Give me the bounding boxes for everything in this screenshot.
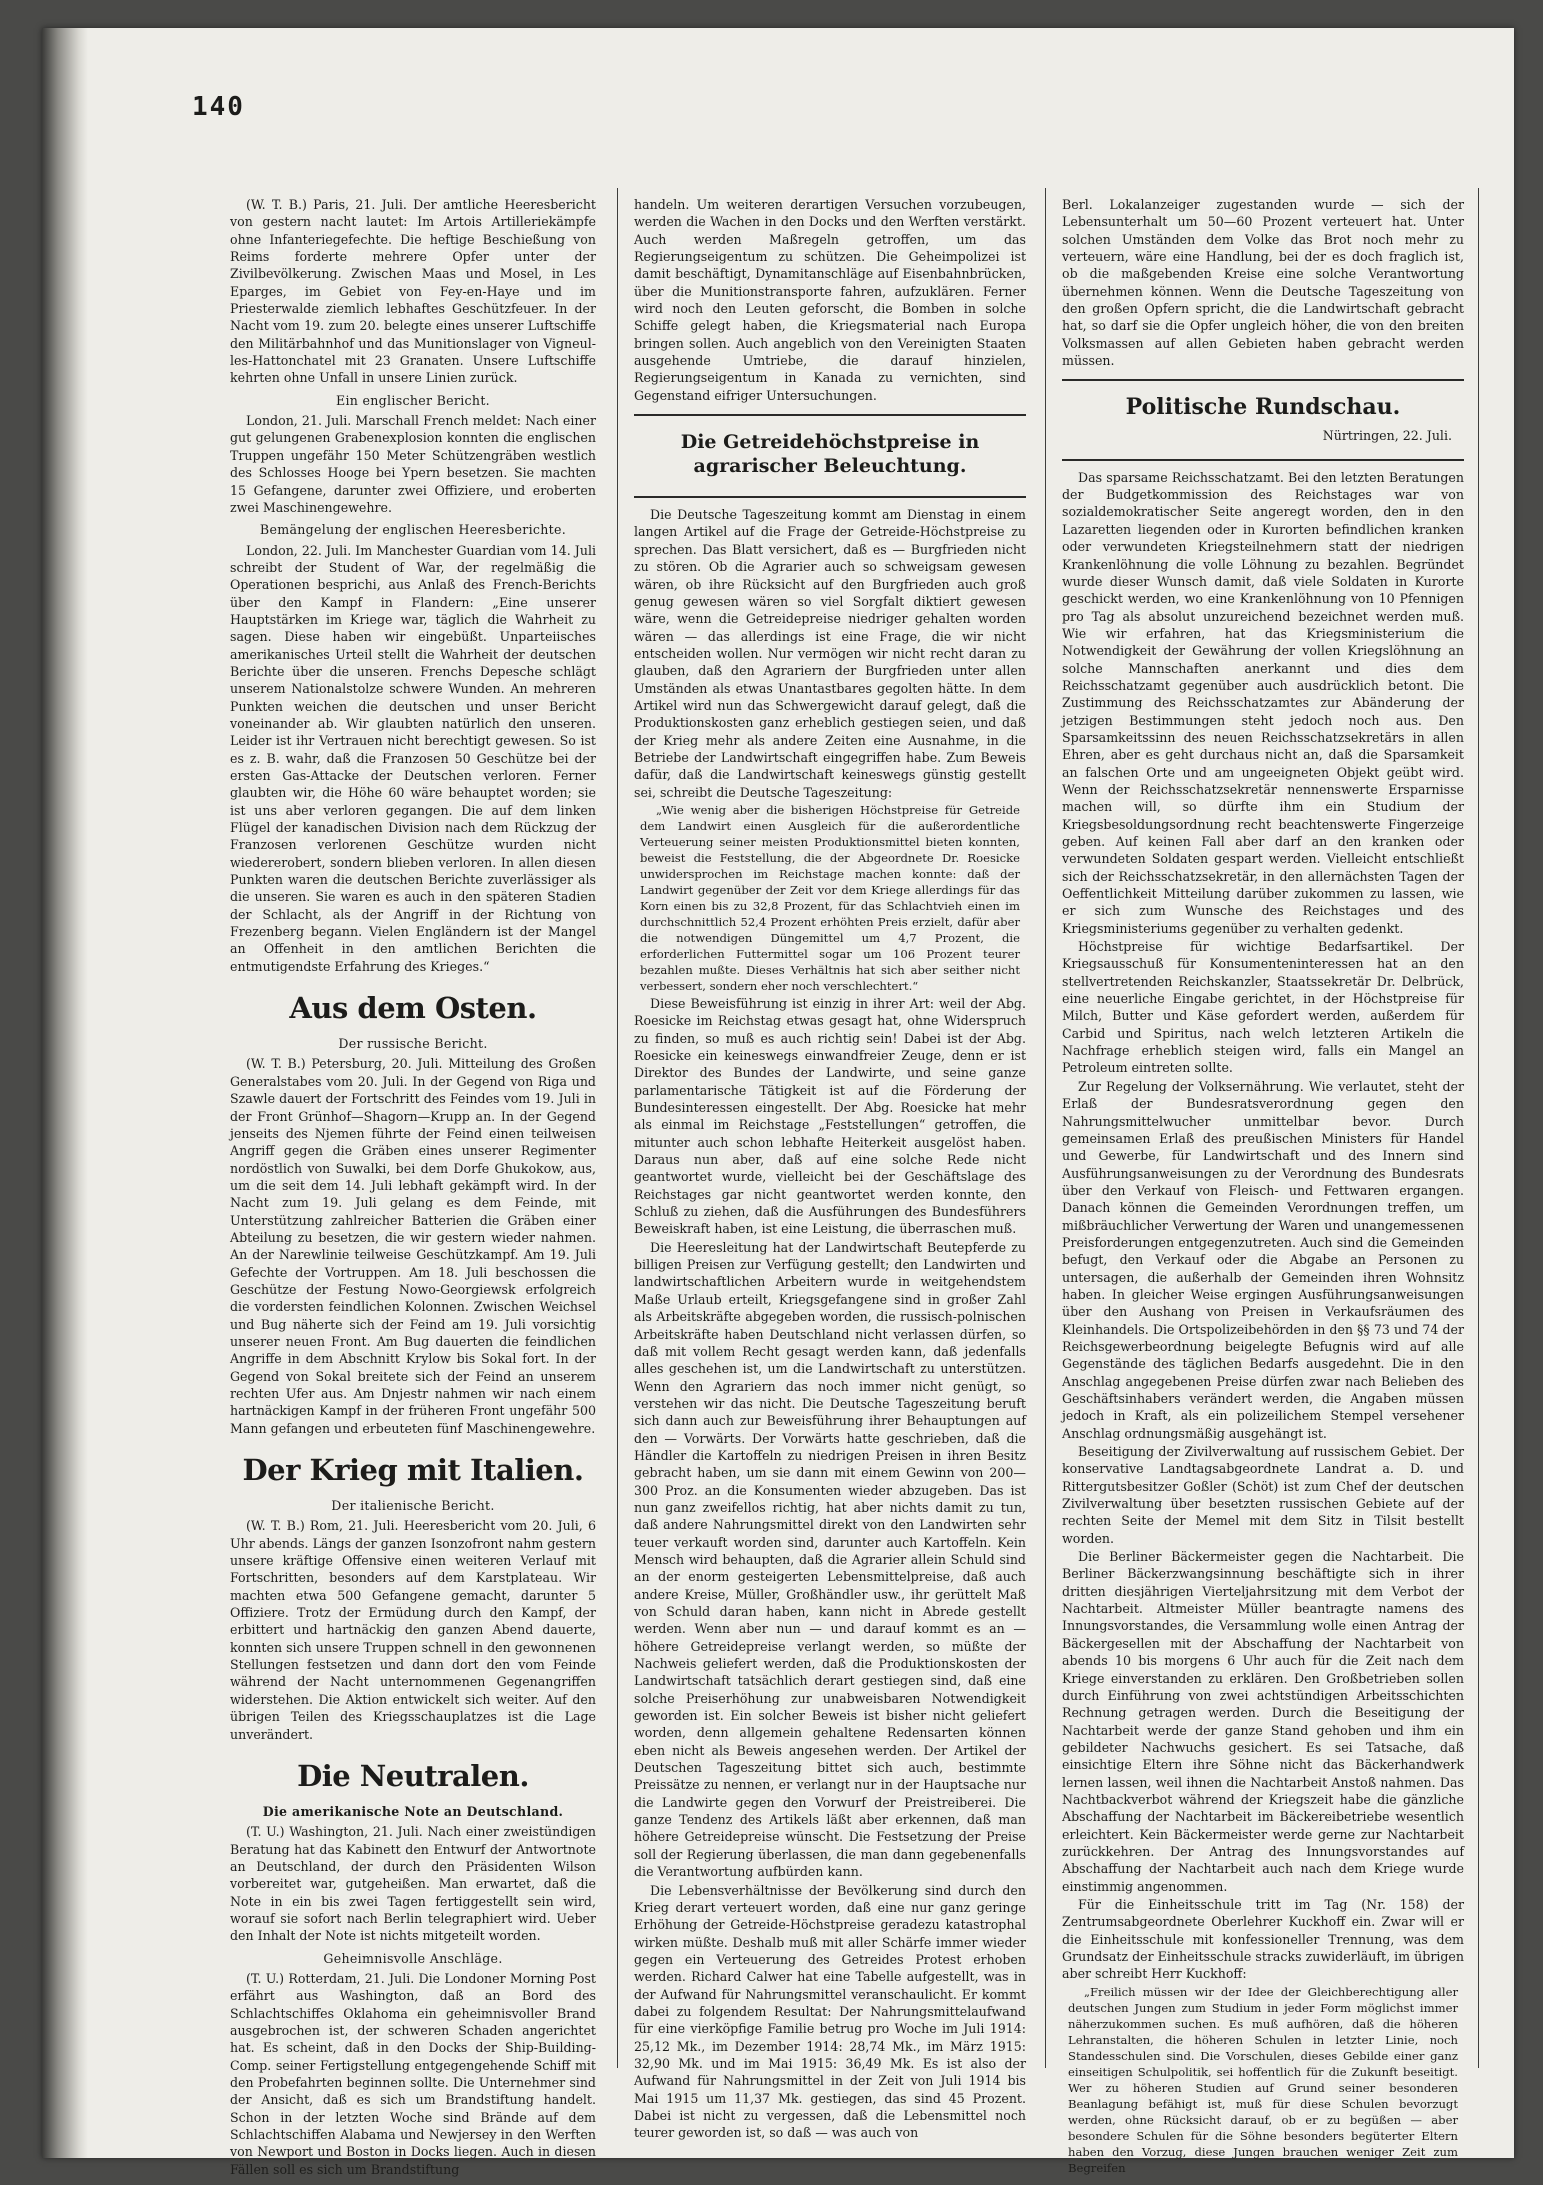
page-number: 140 [192, 92, 245, 122]
subheading: Der italienische Bericht. [331, 1498, 495, 1514]
column-rule [617, 188, 618, 2068]
paragraph: (T. U.) Rotterdam, 21. Juli. Die Londoner Morning Post erfährt aus Washington, daß an Bord des Schlachtschiffes Oklahoma ein geheimnisvoller Brand ausgebrochen ist, der schweren Schaden angerichtet hat. Es scheint, daß in den Docks der Ship-Building-Comp. seiner Fertigstellung entgegengehende Schiff mit den Probefahrten beginnen sollte. Die Unternehmer sind der Ansicht, daß es sich um Brandstiftung handelt. Schon in der letzten Woche sind Brände auf dem Schlachtschiffen Alabama und Newjersey in den Werften von Newport und Boston in Docks liegen. Auch in diesen Fällen soll es sich um Brandstiftung [230, 1970, 596, 2177]
section-heading: Politische Rundschau. [1125, 394, 1401, 421]
paragraph: handeln. Um weiteren derartigen Versuchen vorzubeugen, werden die Wachen in den Docks und den Werften verstärkt. Auch werden Maßregeln getroffen, um das Regierungseigentum zu schützen. Die Geheimpolizei ist damit beschäftigt, Dynamitanschläge auf Eisenbahnbrücken, über die Munitionstransporte fahren, aufzuklären. Ferner wird noch den Leuten geforscht, die Bomben in solche Schiffe gelegt haben, die Kriegsmaterial nach Europa bringen sollen. Auch angeblich von den Vereinigten Staaten ausgehende Umtriebe, die darauf hinzielen, Regierungseigentum in Kanada zu vernichten, sind Gegenstand eifriger Untersuchungen. [634, 197, 1026, 403]
paragraph: Die Deutsche Tageszeitung kommt am Dienstag in einem langen Artikel auf die Frage der Getreide-Höchstpreise zu sprechen. Das Blatt versichert, daß es — Burgfrieden nicht zu stören. Ob die Agrarier auch so schweigsam gewesen wären, ob ihre Rücksicht auf den Burgfrieden auch groß genug gewesen wären so viel Sorgfalt diktiert gewesen wäre, wenn die Getreidepreise niedriger gehalten worden wären — das allerdings ist eine Frage, die wir nicht entscheiden wollen. Nur vermögen wir nicht recht daran zu glauben, daß den Agrariern der Burgfrieden unter allen Umständen als etwas Unantastbares gegolten hätte. In dem Artikel wird nun das Schwergewicht darauf gelegt, daß die Produktionskosten ganz erheblich gestiegen seien, und daß der Krieg mehr als andere Zeiten eine Ausnahme, in die Betriebe der Landwirtschaft eingegriffen habe. Zum Beweis dafür, daß die Landwirtschaft keineswegs günstig gestellt sei, schreibt die Deutsche Tageszeitung: [634, 507, 1026, 800]
paragraph: (W. T. B.) Petersburg, 20. Juli. Mitteilung des Großen Generalstabes vom 20. Juli. In der Gegend von Riga und Szawle dauert der Fortschritt des Feindes vom 19. Juli in der Front Grünhof—Shagorn—Krupp an. In der Gegend jenseits des Njemen führte der Feind einen teilweisen Angriff gegen die Gräben eines unserer Regimenter nordöstlich von Suwalki, bei dem Dorfe Ghukokow, aus, um die seit dem 14. Juli lebhaft gekämpft wird. In der Nacht zum 19. Juli gelang es dem Feinde, mit Unterstützung zahlreicher Batterien die Gräben einer Abteilung zu besetzen, die wir gestern wieder nahmen. An der Narewlinie teilweise Geschützkampf. Am 19. Juli Gefechte der Vortruppen. Am 18. Juli beschossen die Geschütze der Festung Nowo-Georgiewsk erfolgreich die vordersten feindlichen Kolonnen. Zwischen Weichsel und Bug näherte sich der Feind am 19. Juli vorsichtig unserer neuen Front. Am Bug dauerten die feindlichen Angriffe in dem Abschnitt Krylow bis Sokal fort. In der Gegend von Sokal breitete sich der Feind an unserem rechten Ufer aus. Am Dnjestr nahmen wir nach einem hartnäckigen Kampf in der früheren Front ungefähr 500 Mann gefangen und erbeuteten fünf Maschinengewehre. [230, 1056, 596, 1436]
subheading: Ein englischer Bericht. [335, 392, 490, 408]
paragraph: Die Heeresleitung hat der Landwirtschaft Beutepferde zu billigen Preisen zur Verfügung gestellt; den Landwirten und landwirtschaftlichen Arbeitern wurde in weitgehendstem Maße Urlaub erteilt, Kriegsgefangene sind in großer Zahl als Arbeitskräfte abgegeben worden, die russisch-polnischen Arbeitskräfte haben Deutschland nicht verlassen dürfen, so daß mit vollem Recht gesagt werden kann, daß jedenfalls alles geschehen ist, um die Landwirtschaft zu unterstützen. Wenn den Agrariern das noch immer nicht genügt, so verstehen wir das nicht. Die Deutsche Tageszeitung beruft sich dann auch zur Beweisführung ihrer Behauptungen auf den — Vorwärts. Der Vorwärts hatte geschrieben, daß die Händler die Kartoffeln zu niedrigen Preisen in ihren Besitz gebracht haben, um sie dann mit einem Gewinn von 200—300 Proz. an die Konsumenten wieder abzugeben. Das ist nun ganz zweifellos richtig, hat aber nichts damit zu tun, daß andere Nahrungsmittel direkt von den Landwirten sehr teuer verkauft worden sind, darunter auch Kartoffeln. Kein Mensch wird behaupten, daß die Agrarier allein Schuld sind an der enorm gesteigerten Lebensmittelpreise, daß auch andere Kreise, Müller, Großhändler usw., ihr gerüttelt Maß von Schuld daran haben, kann nicht in Abrede gestellt werden. Wenn aber nun — und darauf kommt es an — höhere Getreidepreise verlangt werden, so müßte der Nachweis geliefert werden, daß die Produktionskosten der Landwirtschaft tatsächlich derart gestiegen sind, daß eine solche Preiserhöhung zur unabweisbaren Notwendigkeit geworden ist. Ein solcher Beweis ist bisher nicht geliefert worden, denn allgemein gehaltene Redensarten können eben nicht als Beweis angesehen werden. Der Artikel der Deutschen Tageszeitung bittet sich auch, bestimmte Preissätze zu nennen, er verlangt nur in der Hauptsache nur die Landwirte gegen den Vorwurf der Preistreiberei. Die ganze Tendenz des Artikels läßt aber erkennen, daß man höhere Getreidepreise wünscht. Die Festsetzung der Preise soll der Regierung überlassen, die man dann gegebenenfalls die Verantwortung aufbürden kann. [634, 1239, 1026, 1880]
paragraph: (W. T. B.) Paris, 21. Juli. Der amtliche Heeresbericht von gestern nacht lautet: Im Artois Artilleriekämpfe ohne Infanteriegefechte. Die heftige Beschießung von Reims forderte mehrere Opfer unter der Zivilbevölkerung. Zwischen Maas und Mosel, in Les Eparges, im Gebiet von Fey-en-Haye und im Priesterwalde ziemlich lebhaftes Geschützfeuer. In der Nacht vom 19. zum 20. belegte eines unserer Luftschiffe den Militärbahnhof und das Munitionslager von Vigneul-les-Hattonchatel mit 23 Granaten. Unsere Luftschiffe kehrten ohne Unfall in unsere Linien zurück. [230, 197, 596, 386]
section-heading: Die Neutralen. [297, 1758, 529, 1793]
column-3 [1062, 196, 1464, 2175]
book-binding-shadow [42, 28, 88, 2158]
paragraph: Die Lebensverhältnisse der Bevölkerung sind durch den Krieg derart verteuert worden, daß eine nur ganz geringe Erhöhung der Getreide-Höchstpreise geradezu katastrophal wirken müßte. Deshalb muß mit aller Schärfe immer wieder gegen ein Verteuerung des Getreides Protest erhoben werden. Richard Calwer hat eine Tabelle aufgestellt, was in der Aufwand für Nahrungsmittel veranschaulicht. Er kommt dabei zu folgendem Resultat: Der Nahrungsmittelaufwand für eine vierköpfige Familie betrug pro Woche im Juli 1914: 25,12 Mk., im Dezember 1914: 28,74 Mk., im März 1915: 32,90 Mk. und im Mai 1915: 36,49 Mk. Es ist also der Aufwand für Nahrungsmittel in der Zeit von Juli 1914 bis Mai 1915 um 11,37 Mk. gestiegen, das sind 45 Prozent. Dabei ist nicht zu vergessen, daß die Lebensmittel noch teurer geworden ist, so daß — was auch von [634, 1882, 1026, 2141]
dateline: Nürtringen, 22. Juli. [1322, 428, 1452, 444]
paragraph: London, 21. Juli. Marschall French meldet: Nach einer gut gelungenen Grabenexplosion konnten die englischen Truppen ungefähr 150 Meter Schützengräben westlich des Schlosses Hooge bei Ypern besetzen. Sie machten 15 Gefangene, darunter zwei Offiziere, und eroberten zwei Maschinengewehre. [230, 413, 596, 515]
block-quote: „Wie wenig aber die bisherigen Höchstpreise für Getreide dem Landwirt einen Ausgleich für die außerordentliche Verteuerung seiner meisten Produktionsmittel bieten konnten, beweist die Feststellung, die der Abgeordnete Dr. Roesicke unwidersprochen im Reichstage machen konnte: daß der Landwirt gegenüber der Zeit vor dem Kriege allerdings für das Korn einen bis zu 32,8 Prozent, für das Schlachtvieh einen im durchschnittlich 52,4 Prozent erhöhten Preis erzielt, dafür aber die notwendigen Düngemittel um 4,7 Prozent, die erforderlichen Futtermittel sogar um 106 Prozent teurer bezahlen mußte. Dieses Verhältnis hat sich aber seither nicht verbessert, sondern eher noch verschlechtert.“ [640, 802, 1020, 993]
column-1 [230, 196, 596, 2177]
subheading: Der russische Bericht. [338, 1036, 488, 1052]
block-quote: „Freilich müssen wir der Idee der Gleichberechtigung aller deutschen Jungen zum Studium in jeder Form möglichst immer näherzukommen suchen. Es muß aufhören, daß die höheren Lehranstalten, die höheren Schulen in letzter Linie, noch Standesschulen sind. Die Vorschulen, dieses Gebilde einer ganz einseitigen Schulpolitik, sei hoffentlich für die Zukunft beseitigt. Wer zu höheren Studien auf Grund seiner besonderen Beanlagung befähigt ist, muß für diese Schulen bevorzugt werden, ohne Rücksicht darauf, ob er zu begüßen — aber besondere Schulen für die Söhne besonders begüterter Eltern haben den Vorzug, diese Jungen brauchen weniger Zeit zum Begreifen [1068, 1984, 1458, 2175]
paragraph: Zur Regelung der Volksernährung. Wie verlautet, steht der Erlaß der Bundesratsverordnung gegen den Nahrungsmittelwucher unmittelbar bevor. Durch gemeinsamen Erlaß des preußischen Ministers für Handel und Gewerbe, für Landwirtschaft und des Innern sind Ausführungsanweisungen zu der Verordnung des Bundesrats über den Verkauf von Fleisch- und Fettwaren ergangen. Danach können die Gemeinden Verordnungen treffen, um mißbräuchlicher Verwertung der Waren und unangemessenen Preisforderungen entgegenzutreten. Auch sind die Gemeinden befugt, den Verkauf oder die Abgabe an Personen zu untersagen, die außerhalb der Gemeinden ihren Wohnsitz haben. In gleicher Weise ergingen Ausführungsanweisungen über den Aushang von Preisen in Verkaufsräumen des Kleinhandels. Die Ortspolizeibehörden in den §§ 73 und 74 der Reichsgewerbeordnung beigelegte Befugnis wird auf alle Gegenstände des täglichen Bedarfs ausgedehnt. Die in den Anschlag angegebenen Preise dürfen zwar nach Belieben des Geschäftsinhabers verändert werden, die Angaben müssen jedoch in Kraft, als ein polizeilichem Stempel versehener Anschlag ordnungsmäßig ausgehängt ist. [1062, 1078, 1464, 1441]
paragraph: Die Berliner Bäckermeister gegen die Nachtarbeit. Die Berliner Bäckerzwangsinnung beschäftigte sich in ihrer dritten diesjährigen Vierteljahrsitzung mit dem Verbot der Nachtarbeit. Altmeister Müller beantragte namens des Innungsvorstandes, die Versammlung wolle einen Antrag der Bäckergesellen mit der Abschaffung der Nachtarbeit von abends 10 bis morgens 6 Uhr auch für die Zeit nach dem Kriege einverstanden zu erklären. Den Großbetrieben sollen durch Einführung von zwei achtstündigen Arbeitsschichten Rechnung getragen werden. Durch die Beseitigung der Nachtarbeit werde der ganze Stand gehoben und ihm ein gebildeter Nachwuchs gesichert. Es sei Tatsache, daß einsichtige Eltern ihre Söhne nicht das Bäckerhandwerk lernen lassen, weil ihnen die Nachtarbeit Anstoß nahmen. Das Nachtbackverbot während der Kriegszeit habe die gänzliche Abschaffung der Nachtarbeit im Bäckereibetriebe wesentlich erleichtert. Kein Bäckermeister werde gerne zur Nachtarbeit zurückkehren. Der Antrag des Innungsvorstandes auf Abschaffung der Nachtarbeit auch nach dem Kriege wurde einstimmig angenommen. [1062, 1549, 1464, 1894]
section-heading: Der Krieg mit Italien. [242, 1453, 584, 1488]
article-heading: Die Getreidehöchstpreise in agrarischer Beleuchtung. [680, 431, 980, 478]
section-heading-box [1062, 379, 1464, 460]
paragraph: (W. T. B.) Rom, 21. Juli. Heeresbericht vom 20. Juli, 6 Uhr abends. Längs der ganzen Isonzofront nahm gestern unsere kräftige Offensive einen weiteren Verlauf mit Fortschritten, besonders auf dem Karstplateau. Wir machten etwa 500 Gefangene gemacht, darunter 5 Offiziere. Trotz der Ermüdung durch den Kampf, der erbittert und hartnäckig den ganzen Abend dauerte, konnten sich unsere Truppen schnell in den gewonnenen Stellungen festsetzen und dann dort den vom Feinde während der Nacht unternommenen Gegenangriffen widerstehen. Die Aktion entwickelt sich weiter. Auf den übrigen Teilen des Kriegsschauplatzes ist die Lage unverändert. [230, 1518, 596, 1742]
paragraph: Diese Beweisführung ist einzig in ihrer Art: weil der Abg. Roesicke im Reichstag etwas gesagt hat, ohne Widerspruch zu finden, so muß es auch richtig sein! Dabei ist der Abg. Roesicke ein keineswegs einwandfreier Zeuge, denn er ist Direktor des Bundes der Landwirte, und seine ganze parlamentarische Tätigkeit ist auf die Förderung der Bundesinteressen eingestellt. Der Abg. Roesicke hat mehr als einmal im Reichstage „Feststellungen“ getroffen, die mitunter auch schon lebhafte Heiterkeit ausgelöst haben. Daraus nun aber, daß auf eine solche Rede nicht geantwortet wurde, vielleicht bei der Geschäftslage des Reichstages gar nicht geantwortet werden konnte, den Schluß zu ziehen, daß die Ausführungen des Bundesführers Beweiskraft haben, ist eine Leistung, die überraschen muß. [634, 995, 1026, 1237]
paragraph: Höchstpreise für wichtige Bedarfsartikel. Der Kriegsausschuß für Konsumenteninteressen hat an den stellvertretenden Reichskanzler, Staatssekretär Dr. Delbrück, eine neuerliche Eingabe gerichtet, in der Höchstpreise für Milch, Butter und Käse gefordert werden, außerdem für Carbid und Spiritus, nach welch letzteren Artikeln die Nachfrage erheblich steigen wird, falls ein Mangel an Petroleum eintreten sollte. [1062, 939, 1464, 1076]
paragraph: Berl. Lokalanzeiger zugestanden wurde — sich der Lebensunterhalt um 50—60 Prozent verteuert hat. Unter solchen Umständen dem Volke das Brot noch mehr zu verteuern, wäre eine Handlung, bei der es doch fraglich ist, ob die maßgebenden Kreise eine solche Verantwortung übernehmen können. Wenn die Deutsche Tageszeitung von den großen Opfern spricht, die die Landwirtschaft gebracht hat, so darf sie die Opfer ungleich höher, die von den breiten Volksmassen auf allen Gebieten haben gebracht werden müssen. [1062, 197, 1464, 369]
subheading: Die amerikanische Note an Deutschland. [262, 1803, 564, 1819]
column-rule [1045, 188, 1046, 2068]
column-rule [1478, 188, 1479, 2068]
paragraph: London, 22. Juli. Im Manchester Guardian vom 14. Juli schreibt der Student of War, der regelmäßig die Operationen besprichi, aus Anlaß des French-Berichts über den Kampf in Flandern: „Eine unserer Hauptstärken im Kriege war, täglich die Wahrheit zu sagen. Diese haben wir eingebüßt. Unparteiisches amerikanisches Urteil stellt die Wahrheit der deutschen Berichte über die unseren. Frenchs Depesche schlägt unserem Nationalstolze schwere Wunden. An mehreren Punkten weichen die deutschen und unser Bericht voneinander ab. Wir glaubten natürlich den unseren. Leider ist ihr Vertrauen nicht berechtigt gewesen. So ist es z. B. wahr, daß die Franzosen 50 Geschütze bei der ersten Gas-Attacke der Deutschen verloren. Ferner glaubten wir, die Höhe 60 wäre behauptet worden; sie ist uns aber verloren gegangen. Die auf dem linken Flügel der kanadischen Division nach dem Rückzug der Franzosen verlorenen Geschütze wurden nicht wiedererobert, sondern blieben verloren. In allen diesen Punkten waren die deutschen Berichte zuverlässiger als die unseren. Sie waren es auch in den späteren Stadien der Schlacht, als der Angriff in der Richtung von Frezenberg begann. Vielen Engländern ist der Mangel an Offenheit in den amtlichen Berichten die entmutigendste Erfahrung des Krieges.“ [230, 542, 596, 974]
paragraph: (T. U.) Washington, 21. Juli. Nach einer zweistündigen Beratung hat das Kabinett den Entwurf der Antwortnote an Deutschland, der durch den Präsidenten Wilson vorbereitet war, gutgeheißen. Man erwartet, daß die Note in ein bis zwei Tagen fertiggestellt sein wird, worauf sie sofort nach Berlin telegraphiert wird. Ueber den Inhalt der Note ist nichts mitgeteilt worden. [230, 1824, 596, 1944]
paragraph: Beseitigung der Zivilverwaltung auf russischem Gebiet. Der konservative Landtagsabgeordnete Landrat a. D. und Rittergutsbesitzer Goßler (Schöt) ist zum Chef der deutschen Zivilverwaltung über besetzten russischen Gebiete auf der rechten Seite der Memel mit dem Sitz in Tilsit bestellt worden. [1062, 1444, 1464, 1546]
article-heading-box [634, 414, 1026, 498]
column-2 [634, 196, 1026, 2141]
subheading: Geheimnisvolle Anschläge. [323, 1950, 503, 1966]
paragraph: Für die Einheitsschule tritt im Tag (Nr. 158) der Zentrumsabgeordnete Oberlehrer Kuckhoff ein. Zwar will er die Einheitsschule mit konfessioneller Trennung, was dem Grundsatz der Einheitsschule stracks zuwiderläuft, im übrigen aber schreibt Herr Kuckhoff: [1062, 1896, 1464, 1982]
subheading: Bemängelung der englischen Heeresberichte. [259, 522, 567, 538]
newspaper-page [42, 28, 1514, 2177]
paragraph: Das sparsame Reichsschatzamt. Bei den letzten Beratungen der Budgetkommission des Reichstages war von sozialdemokratischer Seite angeregt worden, den in den Lazaretten liegenden oder in Kurorten befindlichen kranken oder verwundeten Kriegsteilnehmern statt der niedrigen Krankenlöhnung die volle Löhnung zu bezahlen. Begründet wurde dieser Wunsch damit, daß viele Soldaten in Kurorte geschickt werden, wo eine Krankenlöhnung von 10 Pfennigen pro Tag als absolut unzureichend bezeichnet werden muß. Wie wir erfahren, hat das Kriegsministerium die Notwendigkeit der Gewährung der vollen Kriegslöhnung an solche Mannschaften anerkannt und dies dem Reichsschatzamt gegenüber auch ausdrücklich betont. Die Zustimmung des Reichsschatzamtes zur Abänderung der jetzigen Bestimmungen steht jedoch noch aus. Den Sparsamkeitssinn des neuen Reichsschatzsekretärs in allen Ehren, aber es geht durchaus nicht an, daß die Sparsamkeit an falschen Orte und am ungeeigneten Objekt geübt wird. Wenn der Reichsschatzsekretär nennenswerte Ersparnisse machen will, so dürfte ihm ein Studium der Kriegsbesoldungsordnung recht beachtenswerte Fingerzeige geben. Auf keinen Fall aber darf an den kranken oder verwundeten Soldaten gespart werden. Vielleicht entschließt sich der Reichsschatzsekretär, in den allernächsten Tagen der Oeffentlichkeit Mitteilung darüber zukommen zu lassen, wie er sich zum Wunsche des Reichstages und des Kriegsministeriums gegenüber zu verhalten gedenkt. [1062, 469, 1464, 936]
section-heading: Aus dem Osten. [289, 991, 537, 1026]
